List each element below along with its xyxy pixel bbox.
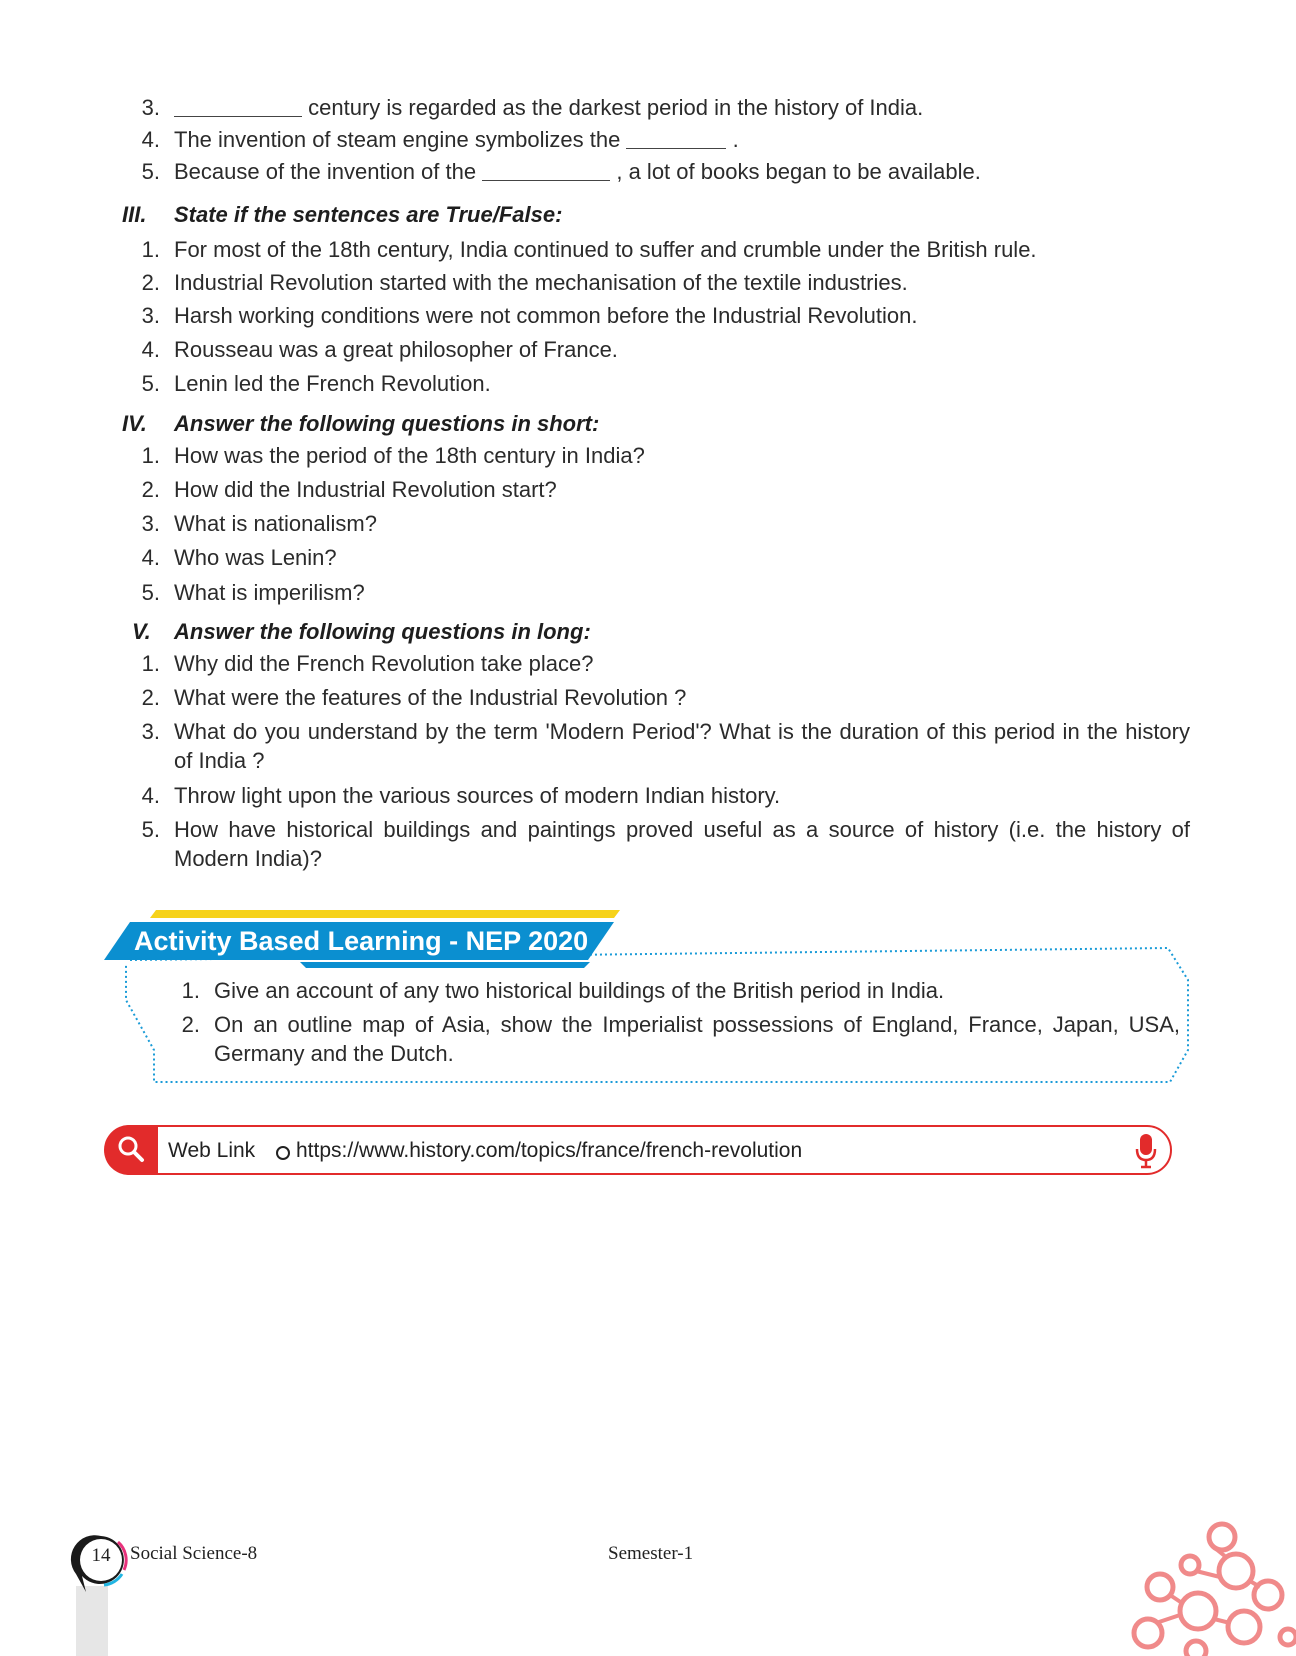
answer-blank bbox=[174, 96, 302, 117]
item-text: Give an account of any two historical buildings of the British period in India. bbox=[214, 978, 945, 1003]
item-number: 5. bbox=[141, 817, 160, 842]
item-text: What is imperilism? bbox=[174, 580, 365, 605]
activity-blue-stripe bbox=[300, 962, 590, 968]
item-text: Lenin led the French Revolution. bbox=[174, 371, 491, 396]
section-roman: IV. bbox=[122, 411, 147, 436]
section-roman: III. bbox=[122, 202, 147, 227]
answer-blank bbox=[482, 160, 610, 181]
item-number: 4. bbox=[141, 127, 160, 152]
item-text: Industrial Revolution started with the mechanisation of the textile industries. bbox=[174, 270, 908, 295]
item-text: What were the features of the Industrial Revolution ? bbox=[174, 685, 687, 710]
item-number: 4. bbox=[141, 337, 160, 362]
item-text: Who was Lenin? bbox=[174, 545, 337, 570]
item-text: How did the Industrial Revolution start? bbox=[174, 477, 557, 502]
item-text: Throw light upon the various sources of modern Indian history. bbox=[174, 783, 781, 808]
microphone-icon[interactable] bbox=[1134, 1133, 1158, 1169]
weblink-search-button[interactable] bbox=[104, 1125, 158, 1175]
item-number: 1. bbox=[141, 443, 160, 468]
item-number: 2. bbox=[141, 270, 160, 295]
section-heading-true-false bbox=[122, 200, 562, 229]
item-text: How was the period of the 18th century in India? bbox=[174, 443, 645, 468]
item-number: 2. bbox=[141, 685, 160, 710]
item-text: On an outline map of Asia, show the Imperialist possessions of England, France, Japan, USA, Germany and the Dutch. bbox=[214, 1012, 1180, 1066]
item-text: For most of the 18th century, India continued to suffer and crumble under the British rule. bbox=[174, 237, 1037, 262]
decorative-circles-icon bbox=[1120, 1515, 1296, 1656]
footer-semester: Semester-1 bbox=[608, 1543, 694, 1564]
item-number: 5. bbox=[141, 159, 160, 184]
activity-yellow-stripe bbox=[150, 910, 620, 918]
item-text: century is regarded as the darkest period in the history of India. bbox=[308, 95, 924, 120]
item-text: Why did the French Revolution take place? bbox=[174, 651, 594, 676]
answer-blank bbox=[626, 128, 726, 149]
item-number: 4. bbox=[141, 783, 160, 808]
item-number: 5. bbox=[141, 580, 160, 605]
section-title: Answer the following questions in long: bbox=[174, 619, 591, 644]
item-suffix: , a lot of books began to be available. bbox=[616, 159, 981, 184]
item-number: 3. bbox=[141, 511, 160, 536]
item-text: What is nationalism? bbox=[174, 511, 377, 536]
item-number: 3. bbox=[141, 719, 160, 744]
section-heading-short-answers bbox=[122, 409, 599, 438]
bullet-circle-icon bbox=[276, 1146, 290, 1160]
activity-title: Activity Based Learning - NEP 2020 bbox=[134, 926, 589, 956]
item-text: What do you understand by the term 'Modern Period'? What is the duration of this period in the history of India ? bbox=[174, 719, 1190, 773]
section-heading-long-answers bbox=[132, 617, 591, 646]
item-number: 2. bbox=[141, 477, 160, 502]
item-text: Because of the invention of the bbox=[174, 159, 477, 184]
page-number: 14 bbox=[91, 1545, 111, 1566]
item-number: 1. bbox=[181, 978, 200, 1003]
item-number: 4. bbox=[141, 545, 160, 570]
item-text: Rousseau was a great philosopher of France. bbox=[174, 337, 618, 362]
section-roman: V. bbox=[132, 619, 151, 644]
item-number: 1. bbox=[141, 651, 160, 676]
section-title: State if the sentences are True/False: bbox=[174, 202, 563, 227]
item-text: How have historical buildings and paintings proved useful as a source of history (i.e. the history of Modern India)? bbox=[174, 817, 1190, 871]
item-number: 3. bbox=[141, 303, 160, 328]
item-number: 3. bbox=[141, 95, 160, 120]
weblink-url[interactable]: https://www.history.com/topics/france/french-revolution bbox=[296, 1139, 803, 1162]
search-icon bbox=[104, 1125, 158, 1175]
footer-book-title: Social Science-8 bbox=[130, 1543, 258, 1564]
item-text: The invention of steam engine symbolizes the bbox=[174, 127, 621, 152]
weblink-label: Web Link bbox=[168, 1139, 256, 1162]
item-number: 5. bbox=[141, 371, 160, 396]
item-suffix: . bbox=[732, 127, 739, 152]
item-number: 2. bbox=[181, 1012, 200, 1037]
item-number: 1. bbox=[141, 237, 160, 262]
section-title: Answer the following questions in short: bbox=[174, 411, 600, 436]
item-text: Harsh working conditions were not common before the Industrial Revolution. bbox=[174, 303, 918, 328]
